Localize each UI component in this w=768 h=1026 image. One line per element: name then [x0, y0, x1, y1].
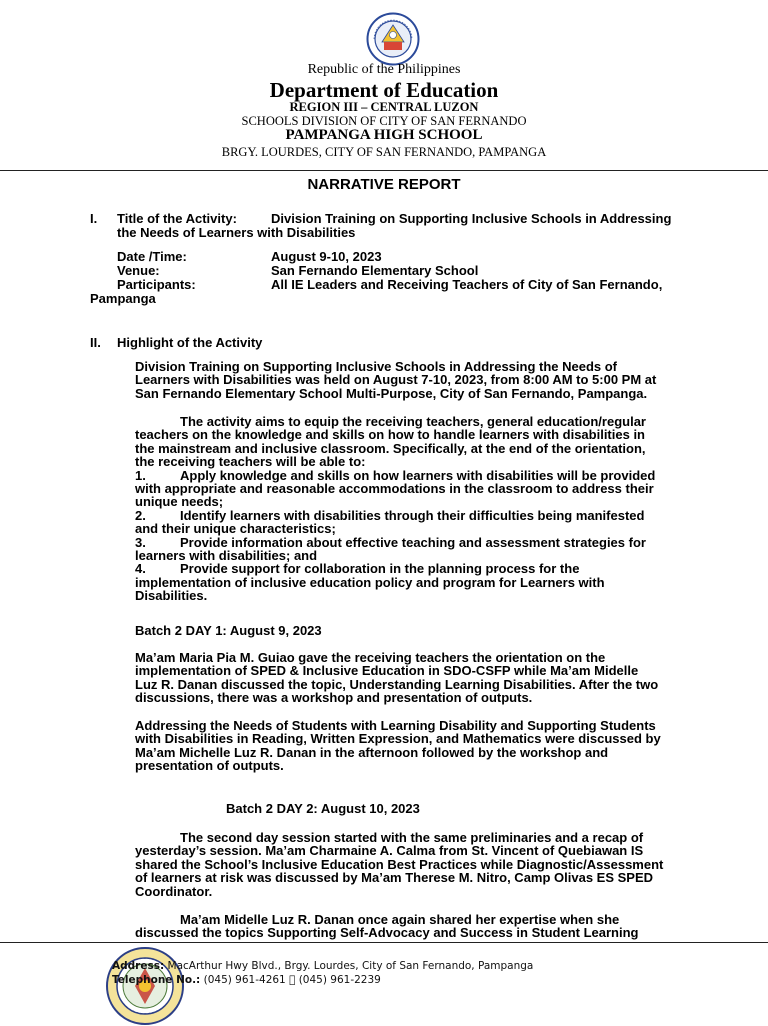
- list-item-cont: and their unique characteristics;: [135, 521, 336, 537]
- paragraph-day1-a: [135, 651, 683, 705]
- day1-heading: Batch 2 DAY 1: August 9, 2023: [135, 623, 322, 638]
- paragraph-objectives: [135, 415, 683, 603]
- title-value-cont: the Needs of Learners with Disabilities: [117, 225, 356, 240]
- list-text: Identify learners with disabilities through their difficulties being manifested: [180, 507, 645, 523]
- paragraph-line: Division Training on Supporting Inclusive Schools in Addressing the Needs of: [135, 359, 618, 374]
- region-line: REGION III – CENTRAL LUZON: [289, 100, 479, 114]
- venue-value: San Fernando Elementary School: [271, 263, 479, 278]
- list-item: [135, 536, 683, 549]
- section-2-numeral: II.: [90, 335, 101, 350]
- paragraph-line: Ma’am Michelle Luz R. Danan in the afternoon followed by the workshop and: [135, 744, 609, 760]
- school-name: PAMPANGA HIGH SCHOOL: [285, 127, 483, 143]
- header-divider: [0, 170, 768, 171]
- list-text: Provide information about effective teaching and assessment strategies for: [180, 534, 646, 550]
- participants-value: All IE Leaders and Receiving Teachers of City of San Fernando,: [271, 277, 663, 292]
- paragraph-line: of learners at risk was discussed by Ma’am Therese M. Nitro, Camp Olivas ES SPED: [135, 870, 654, 886]
- division-line: SCHOOLS DIVISION OF CITY OF SAN FERNANDO: [241, 114, 527, 128]
- school-address: BRGY. LOURDES, CITY OF SAN FERNANDO, PAMPANGA: [221, 145, 547, 159]
- department-name: Department of Education: [269, 78, 499, 102]
- phone-label: Telephone No.:: [112, 974, 201, 986]
- list-item-cont: implementation of inclusive education policy and program for Learners with: [135, 574, 605, 590]
- venue-label: Venue:: [117, 263, 160, 278]
- paragraph-line: San Fernando Elementary School Multi-Purpose, City of San Fernando, Pampanga.: [135, 385, 648, 401]
- list-number: 3.: [135, 534, 146, 550]
- paragraph-intro: [135, 360, 683, 400]
- paragraph-line: discussions, there was a workshop and presentation of outputs.: [135, 690, 533, 706]
- list-item: [135, 469, 683, 482]
- highlight-heading: Highlight of the Activity: [117, 335, 263, 350]
- paragraph-line: the mainstream and inclusive classroom. Specifically, at the end of the orientation,: [135, 440, 646, 456]
- footer-address: [112, 960, 533, 972]
- paragraph-line: [135, 831, 683, 844]
- paragraph-text: The activity aims to equip the receiving teachers, general education/regular: [180, 414, 646, 429]
- list-text: Apply knowledge and skills on how learners with disabilities will be provided: [180, 467, 656, 483]
- paragraph-line: teachers on the knowledge and skills on how to handle learners with disabilities in: [135, 427, 645, 443]
- address-label: Address:: [112, 960, 165, 972]
- list-number: 2.: [135, 507, 146, 523]
- report-title: NARRATIVE REPORT: [307, 176, 461, 193]
- paragraph-line: Coordinator.: [135, 883, 213, 899]
- paragraph-line: presentation of outputs.: [135, 758, 284, 774]
- school-seal-icon: [105, 946, 185, 1026]
- paragraph-line: Ma’am Maria Pia M. Guiao gave the receiving teachers the orientation on the: [135, 650, 606, 665]
- list-item-cont: learners with disabilities; and: [135, 548, 318, 564]
- deped-seal-icon: [366, 12, 420, 66]
- list-item: [135, 509, 683, 522]
- address-value: MacArthur Hwy Blvd., Brgy. Lourdes, City of San Fernando, Pampanga: [167, 960, 534, 972]
- paragraph-line: yesterday’s session. Ma’am Charmaine A. Calma from St. Vincent of Quebiawan IS: [135, 843, 644, 859]
- paragraph-line: [135, 913, 683, 926]
- list-number: 4.: [135, 561, 146, 577]
- footer-phone: [112, 974, 381, 986]
- list-text: Provide support for collaboration in the planning process for the: [180, 561, 580, 577]
- paragraph-line: Luz R. Danan discussed the topic, Understanding Learning Disabilities. After the two: [135, 676, 659, 692]
- title-value: Division Training on Supporting Inclusive Schools in Addressing: [271, 211, 672, 226]
- paragraph-line: Learners with Disabilities was held on August 7-10, 2023, from 8:00 AM to 5:00 PM at: [135, 372, 657, 388]
- participants-label: Participants:: [117, 277, 196, 292]
- paragraph-line: [135, 415, 683, 428]
- title-label: Title of the Activity:: [117, 211, 237, 226]
- paragraph-day1-b: [135, 719, 683, 773]
- paragraph-line: with Disabilities in Reading, Written Expression, and Mathematics were discussed by: [135, 731, 661, 747]
- paragraph-line: discussed the topics Supporting Self-Advocacy and Success in Student Learning: [135, 925, 639, 941]
- footer-divider: [0, 942, 768, 943]
- paragraph-text: Ma’am Midelle Luz R. Danan once again shared her expertise when she: [180, 912, 620, 927]
- page-footer: [0, 944, 768, 1024]
- paragraph-line: shared the School’s Inclusive Education Best Practices while Diagnostic/Assessment: [135, 856, 664, 872]
- participants-value-cont: Pampanga: [90, 291, 156, 306]
- paragraph-line: the receiving teachers will be able to:: [135, 454, 366, 470]
- date-value: August 9-10, 2023: [271, 249, 382, 264]
- list-item-cont: Disabilities.: [135, 588, 208, 604]
- list-item-cont: with appropriate and reasonable accommodations in the classroom to address their: [135, 481, 654, 497]
- paragraph-day2-b: [135, 913, 683, 940]
- paragraph-line: implementation of SPED & Inclusive Education in SDO-CSFP while Ma’am Midelle: [135, 663, 639, 679]
- list-item-cont: unique needs;: [135, 494, 224, 510]
- day2-heading: Batch 2 DAY 2: August 10, 2023: [226, 801, 420, 816]
- section-1-numeral: I.: [90, 211, 98, 226]
- list-number: 1.: [135, 467, 146, 483]
- date-label: Date /Time:: [117, 249, 187, 264]
- list-item: [135, 562, 683, 575]
- paragraph-day2-a: [135, 831, 683, 898]
- paragraph-line: Addressing the Needs of Students with Learning Disability and Supporting Students: [135, 718, 656, 733]
- republic-line: Republic of the Philippines: [307, 62, 461, 77]
- phone-value: (045) 961-4261   (045) 961-2239: [203, 974, 381, 986]
- paragraph-text: The second day session started with the same preliminaries and a recap of: [180, 830, 644, 845]
